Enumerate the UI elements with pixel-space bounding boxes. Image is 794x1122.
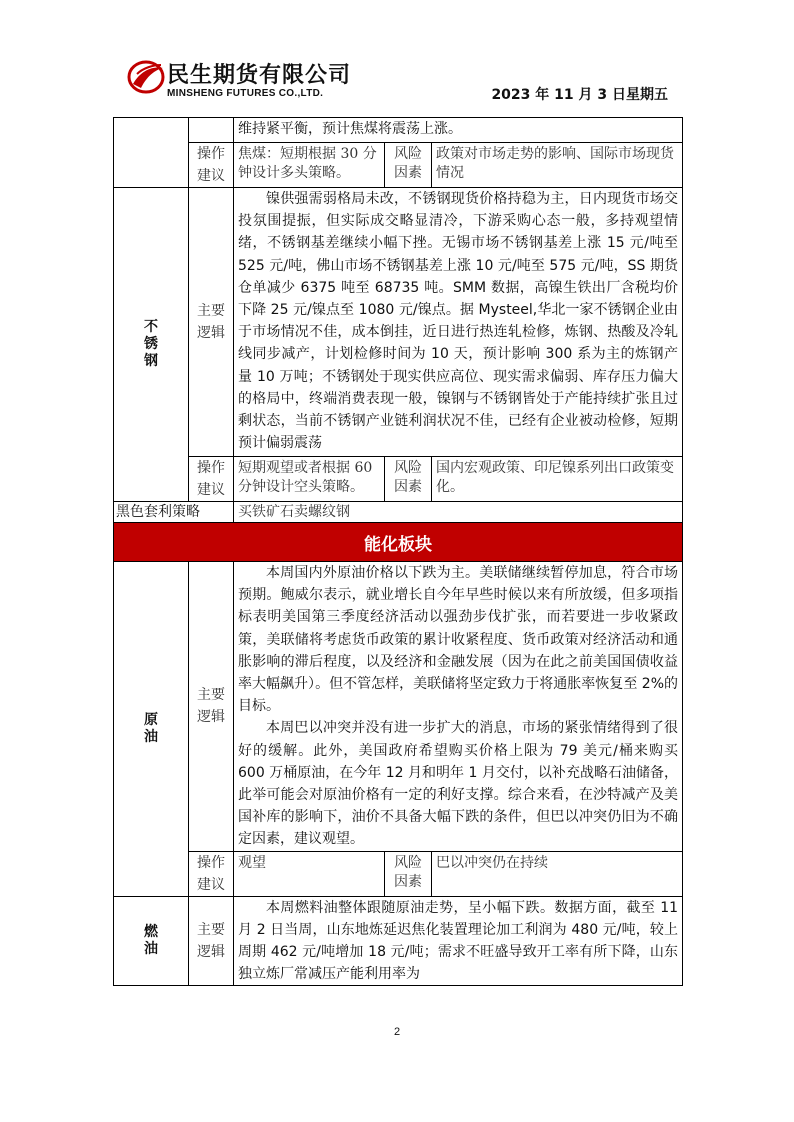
risk-label: 风险 因素: [385, 851, 432, 896]
crude-risk-text: 巴以冲突仍在持续: [432, 851, 683, 896]
coke-op-text: 焦煤：短期根据 30 分钟设计多头策略。: [234, 143, 385, 188]
stainless-logic-row: [114, 188, 683, 457]
crude-op-row: [114, 851, 683, 896]
risk-label: 风险 因素: [385, 457, 432, 502]
logic-label: 主要 逻辑: [189, 896, 234, 986]
crude-name: 原油: [114, 562, 189, 897]
coke-logic-text: 维持紧平衡，预计焦煤将震荡上涨。: [234, 118, 683, 143]
risk-label: 风险 因素: [385, 143, 432, 188]
fuel-logic-row: [114, 896, 683, 986]
arbitrage-label: 黑色套利策略: [114, 502, 234, 523]
coke-op-row: [114, 143, 683, 188]
crude-logic-text: 本周国内外原油价格以下跌为主。美联储继续暂停加息，符合市场预期。鲍威尔表示，就业增长自今年早些时候以来有所放缓，但多项指标表明美国第三季度经济活动以强劲步伐扩张，而若要进一步收紧政策，美联储将考虑货币政策的累计收紧程度、货币政策对经济活动和通胀影响的滞后程度，以及经济和金融发展（因为在此之前美国国债收益率大幅飙升）。但不管怎样，美联储将坚定致力于将通胀率恢复至 2%的目标。 本周巴以冲突并没有进一步扩大的消息，市场的紧张情绪得到了很好的缓解。此外，美国政府希望购买价格上限为 79 美元/桶来购买 600 万桶原油，在今年 12 月和明年 1 月交付，以补充战略石油储备，此举可能会对原油价格有一定的利好支撑。综合来看，在沙特减产及美国补库的影响下，油价不具备大幅下跌的条件，但巴以冲突仍旧为不确定因素，建议观望。: [234, 562, 683, 852]
stainless-risk-text: 国内宏观政策、印尼镍系列出口政策变化。: [432, 457, 683, 502]
op-label: 操作 建议: [189, 851, 234, 896]
stainless-op-text: 短期观望或者根据 60 分钟设计空头策略。: [234, 457, 385, 502]
stainless-logic-text: 镍供强需弱格局未改，不锈钢现货价格持稳为主，日内现货市场交投氛围提振，但实际成交略显清冷，下游采购心态一般，多持观望情绪，不锈钢基差继续小幅下挫。无锡市场不锈钢基差上涨 15 元/吨至 525 元/吨，佛山市场不锈钢基差上涨 10 元/吨至 575 元/吨，SS 期货仓单减少 6375 吨至 68735 吨。SMM 数据，高镍生铁出厂含税均价下降 25 元/镍点至 1080 元/镍点。据 Mysteel,华北一家不锈钢企业由于市场情况不佳，成本倒挂，近日进行热连轧检修，炼钢、热酸及冷轧线同步减产，计划检修时间为 10 天，预计影响 300 系为主的炼钢产量 10 万吨；不锈钢处于现实供应高位、现实需求偏弱、库存压力偏大的格局中，终端消费表现一般，镍钢与不锈钢皆处于产能持续扩张且过剩状态，当前不锈钢产业链利润状况不佳，已经有企业被动检修，短期预计偏弱震荡: [234, 188, 683, 457]
section-energy-title: 能化板块: [114, 523, 683, 562]
coke-logic-label-cell: [189, 118, 234, 143]
company-name-en: MINSHENG FUTURES CO.,LTD.: [167, 88, 324, 99]
logic-label: 主要 逻辑: [189, 562, 234, 852]
stainless-op-row: [114, 457, 683, 502]
company-logo: [127, 58, 367, 104]
coke-logic-row: [114, 118, 683, 143]
op-label: 操作 建议: [189, 457, 234, 502]
minsheng-logo-icon: [127, 60, 165, 94]
coke-risk-text: 政策对市场走势的影响、国际市场现货情况: [432, 143, 683, 188]
op-label: 操作 建议: [189, 143, 234, 188]
report-date: 2023 年 11 月 3 日星期五: [491, 87, 668, 103]
page-number: 2: [393, 1026, 401, 1038]
fuel-name: 燃油: [114, 896, 189, 986]
arbitrage-value: 买铁矿石卖螺纹钢: [234, 502, 683, 523]
stainless-name: 不锈钢: [114, 188, 189, 502]
crude-op-text: 观望: [234, 851, 385, 896]
logic-label: 主要 逻辑: [189, 188, 234, 457]
section-row: [114, 523, 683, 562]
report-table: [113, 117, 683, 986]
crude-logic-row: [114, 562, 683, 852]
coke-name-cell: [114, 118, 189, 188]
arbitrage-row: [114, 502, 683, 523]
company-name-cn: 民生期货有限公司: [167, 63, 352, 88]
fuel-logic-text: 本周燃料油整体跟随原油走势，呈小幅下跌。数据方面，截至 11 月 2 日当周，山东地炼延迟焦化装置理论加工利润为 480 元/吨，较上周期 462 元/吨增加 18 元/吨；需求不旺盛导致开工率有所下降，山东独立炼厂常减压产能利用率为: [234, 896, 683, 986]
